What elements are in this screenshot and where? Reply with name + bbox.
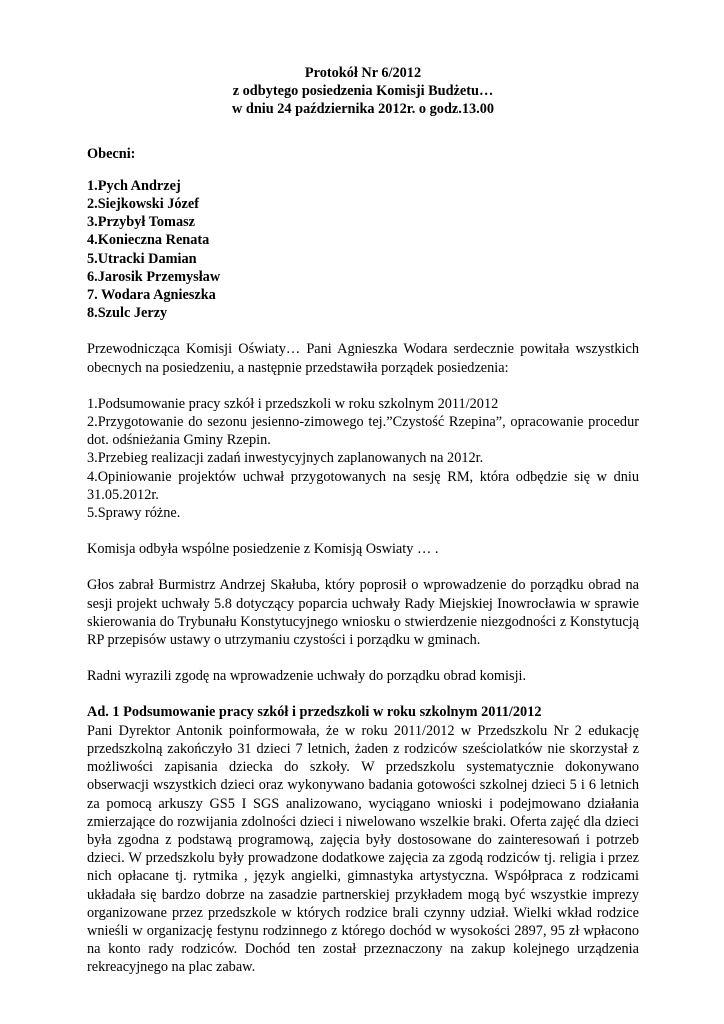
agenda-item: 5.Sprawy różne. <box>87 505 181 522</box>
attendance-heading: Obecni: <box>87 145 136 162</box>
member-item: 3.Przybył Tomasz <box>87 214 196 231</box>
member-item: 1.Pych Andrzej <box>87 177 181 194</box>
member-item: 7. Wodara Agnieszka <box>87 287 216 304</box>
intro-paragraph: Przewodnicząca Komisji Oświaty… Pani Agnieszka Wodara serdecznie powitała wszystkich obecnych na posiedzeniu, a następnie przedstawiła porządek posiedzenia: <box>87 341 639 376</box>
agenda-list <box>87 395 639 522</box>
member-item: 6.Jarosik Przemysław <box>87 268 221 285</box>
document-header <box>87 64 639 119</box>
agenda-item: 3.Przebieg realizacji zadań inwestycyjnych zaplanowanych na 2012r. <box>87 450 484 467</box>
section1-body: Pani Dyrektor Antonik poinformowała, że w roku 2011/2012 w Przedszkolu Nr 2 edukację przedszkolną zakończyło 31 dzieci 7 letnich, żaden z rodziców sześciolatków nie skorzystał z możliwości zapisania dziecka do szkoły. W przedszkolu systematycznie dokonywano obserwacji wszystkich dzieci oraz wykonywano badania gotowości szkolnej dzieci 5 i 6 letnich za pomocą arkuszy GS5 I SGS analizowano, wyciągano wnioski i podejmowano działania zmierzające do rozwijania zdolności dzieci i niwelowano wszelkie braki. Oferta zajęć dla dzieci była zgodna z podstawą programową, zajęcia były dostosowane do zainteresowań i potrzeb dzieci. W przedszkolu były prowadzone dodatkowe zajęcia za zgodą rodziców tj. religia i przez nich opłacane tj. rytmika , język angielki, gimnastyka artystyczna. Współpraca z rodzicami układała się bardzo dobrze na zasadzie partnerskiej przykładem mogą być wszystkie imprezy organizowane przez przedszkole w których rodzice brali czynny udział. Wielki wkład rodzice wnieśli w organizację festynu rodzinnego z którego dochód w wysokości 2897, 95 zł wpłacono na konto rady rodziców. Dochód ten został przeznaczony na zakup kolejnego urządzenia rekreacyjnego na plac zabaw. <box>87 722 639 976</box>
member-item: 2.Siejkowski Józef <box>87 196 199 213</box>
committee-name: z odbytego posiedzenia Komisji Budżetu… <box>232 83 494 100</box>
session-date: w dniu 24 października 2012r. o godz.13.00 <box>231 101 494 118</box>
document-page <box>87 64 639 977</box>
member-item: 8.Szulc Jerzy <box>87 305 168 322</box>
joint-session-note: Komisja odbyła wspólne posiedzenie z Komisją Oswiaty … . <box>87 541 439 558</box>
agenda-item: 4.Opiniowanie projektów uchwał przygotowanych na sesję RM, która odbędzie się w dniu 31.05.2012r. <box>87 468 639 503</box>
agenda-item: 2.Przygotowanie do sezonu jesienno-zimowego tej.”Czystość Rzepina”, opracowanie procedur dot. odśnieżania Gminy Rzepin. <box>87 414 639 449</box>
member-item: 4.Konieczna Renata <box>87 232 210 249</box>
member-item: 5.Utracki Damian <box>87 250 197 267</box>
protocol-number: Protokół Nr 6/2012 <box>304 65 422 81</box>
councillors-agreement: Radni wyrazili zgodę na wprowadzenie uchwały do porządku obrad komisji. <box>87 668 527 685</box>
agenda-item: 1.Podsumowanie pracy szkół i przedszkoli w roku szkolnym 2011/2012 <box>87 395 499 412</box>
mayor-statement: Głos zabrał Burmistrz Andrzej Skałuba, który poprosił o wprowadzenie do porządku obrad na sesji projekt uchwały 5.8 dotyczący poparcia uchwały Rady Miejskiej Inowrocławia w sprawie skierowania do Trybunału Konstytucyjnego wniosku o stwierdzenie niezgodności z Konstytucją RP przepisów ustawy o utrzymaniu czystości i porządku w gminach. <box>87 577 639 649</box>
section1-heading: Ad. 1 Podsumowanie pracy szkół i przedszkoli w roku szkolnym 2011/2012 <box>87 704 542 721</box>
attendance-list <box>87 177 639 323</box>
